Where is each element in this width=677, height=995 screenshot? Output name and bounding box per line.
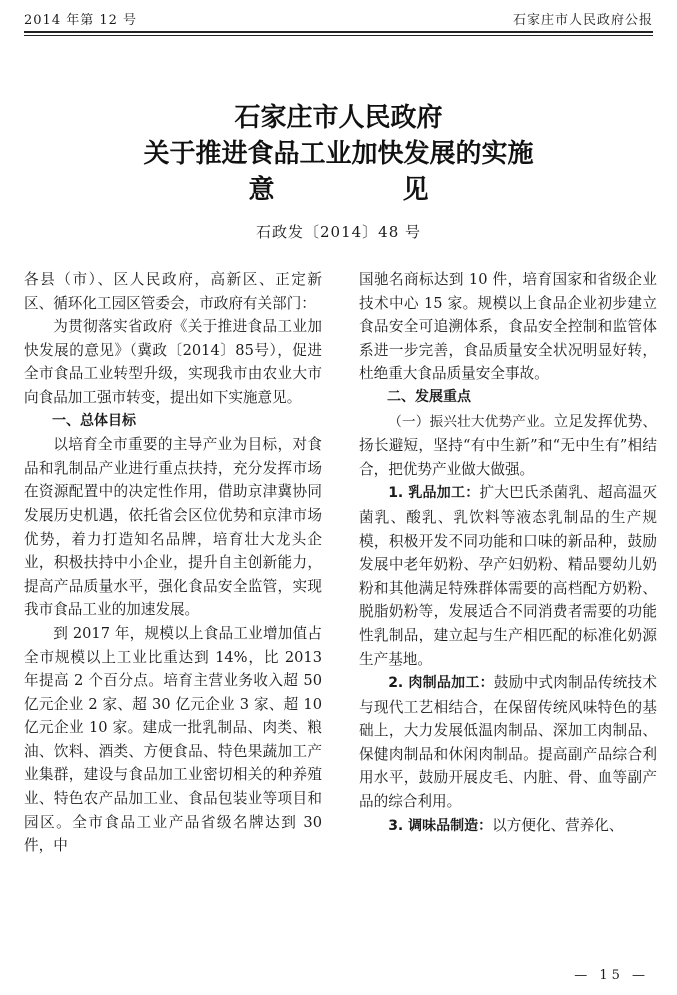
target-continued-paragraph: 国驰名商标达到 10 件，培育国家和省级企业技术中心 15 家。规模以上食品企业初步建立食品安全可追溯体系，食品安全控制和监管体系进一步完善，食品质量安全状况明显好转，杜绝重大食品质量安全事故。 bbox=[359, 271, 657, 383]
header-rule-thick bbox=[24, 31, 653, 33]
publication-name: 石家庄市人民政府公报 bbox=[512, 12, 653, 28]
item-2-heading: 2. 肉制品加工： bbox=[388, 675, 494, 692]
section-heading-1: 一、总体目标 bbox=[52, 412, 136, 429]
target-paragraph: 到 2017 年，规模以上食品工业增加值占全市规模以上工业比重达到 14%，比 2013 年提高 2 个百分点。培育主营业务收入超 50 亿元企业 2 家、超 30 亿元企业 3 家、超 10 亿元企业 10 家。建成一批乳制品、肉类、粮油、饮料、酒类、方便食品、特色果蔬加工产业集群，建设与食品加工业密切相关的种养殖业、特色农产品加工业、食品包装业等项目和园区。全市食品工业产品省级名牌达到 30 件，中 bbox=[24, 624, 322, 855]
subsection-1-paragraph bbox=[359, 410, 657, 482]
right-column bbox=[359, 268, 657, 838]
intro-paragraph: 为贯彻落实省政府《关于推进食品工业加快发展的意见》（冀政〔2014〕85号），促进全市食品工业转型升级，实现我市由农业大市向食品加工强市转变，提出如下实施意见。 bbox=[24, 318, 322, 406]
left-column bbox=[24, 268, 322, 858]
title-line-1: 石家庄市人民政府 bbox=[234, 103, 443, 133]
item-3-paragraph bbox=[359, 814, 657, 839]
document-title bbox=[0, 100, 677, 208]
item-1-paragraph bbox=[359, 481, 657, 671]
document-number: 石政发〔2014〕48 号 bbox=[255, 223, 422, 241]
issue-label: 2014 年第 12 号 bbox=[24, 12, 138, 28]
section-heading-2: 二、发展重点 bbox=[387, 388, 471, 405]
item-3-heading: 3. 调味品制造： bbox=[388, 817, 493, 834]
subsection-1-heading: （一）振兴壮大优势产业。 bbox=[388, 413, 554, 430]
item-2-paragraph bbox=[359, 671, 657, 814]
item-2-text: 鼓励中式肉制品传统技术与现代工艺相结合，在保留传统风味特色的基础上，大力发展低温肉制品、深加工肉制品、保健肉制品和休闲肉制品。提高副产品综合利用水平，鼓励开展皮毛、内脏、骨、血等副产品的综合利用。 bbox=[359, 674, 657, 811]
salutation-paragraph: 各县（市）、区人民政府，高新区、正定新区、循环化工园区管委会，市政府有关部门： bbox=[24, 271, 322, 312]
subsection-1-text: 立足发挥优势、扬长避短，坚持“有中生新”和“无中生有”相结合，把优势产业做大做强。 bbox=[359, 412, 657, 478]
header-rule-thin bbox=[24, 35, 653, 36]
item-1-heading: 1. 乳品加工： bbox=[388, 485, 480, 502]
title-line-2: 关于推进食品工业加快发展的实施 bbox=[143, 139, 534, 169]
item-3-text: 以方便化、营养化、 bbox=[492, 816, 624, 834]
goal-paragraph: 以培育全市重要的主导产业为目标，对食品和乳制品产业进行重点扶持，充分发挥市场在资源配置中的决定性作用，借助京津冀协同发展历史机遇，依托省会区位优势和京津市场优势，着力打造知名品牌，培育壮大龙头企业，积极扶持中小企业，提升自主创新能力，提高产品质量水平，强化食品安全监管，实现我市食品工业的加速发展。 bbox=[24, 436, 322, 619]
page-header bbox=[24, 6, 653, 30]
page-number: — 15 — bbox=[574, 968, 649, 983]
title-line-3: 意见 bbox=[248, 175, 557, 205]
item-1-text: 扩大巴氏杀菌乳、超高温灭菌乳、酸乳、乳饮料等液态乳制品的生产规模，积极开发不同功能和口味的新品种，鼓励发展中老年奶粉、孕产妇奶粉、精品婴幼儿奶粉和其他满足特殊群体需要的高档配方奶粉、脱脂奶粉等，发展适合不同消费者需要的功能性乳制品，建立起与生产相匹配的标准化奶源生产基地。 bbox=[359, 484, 657, 668]
